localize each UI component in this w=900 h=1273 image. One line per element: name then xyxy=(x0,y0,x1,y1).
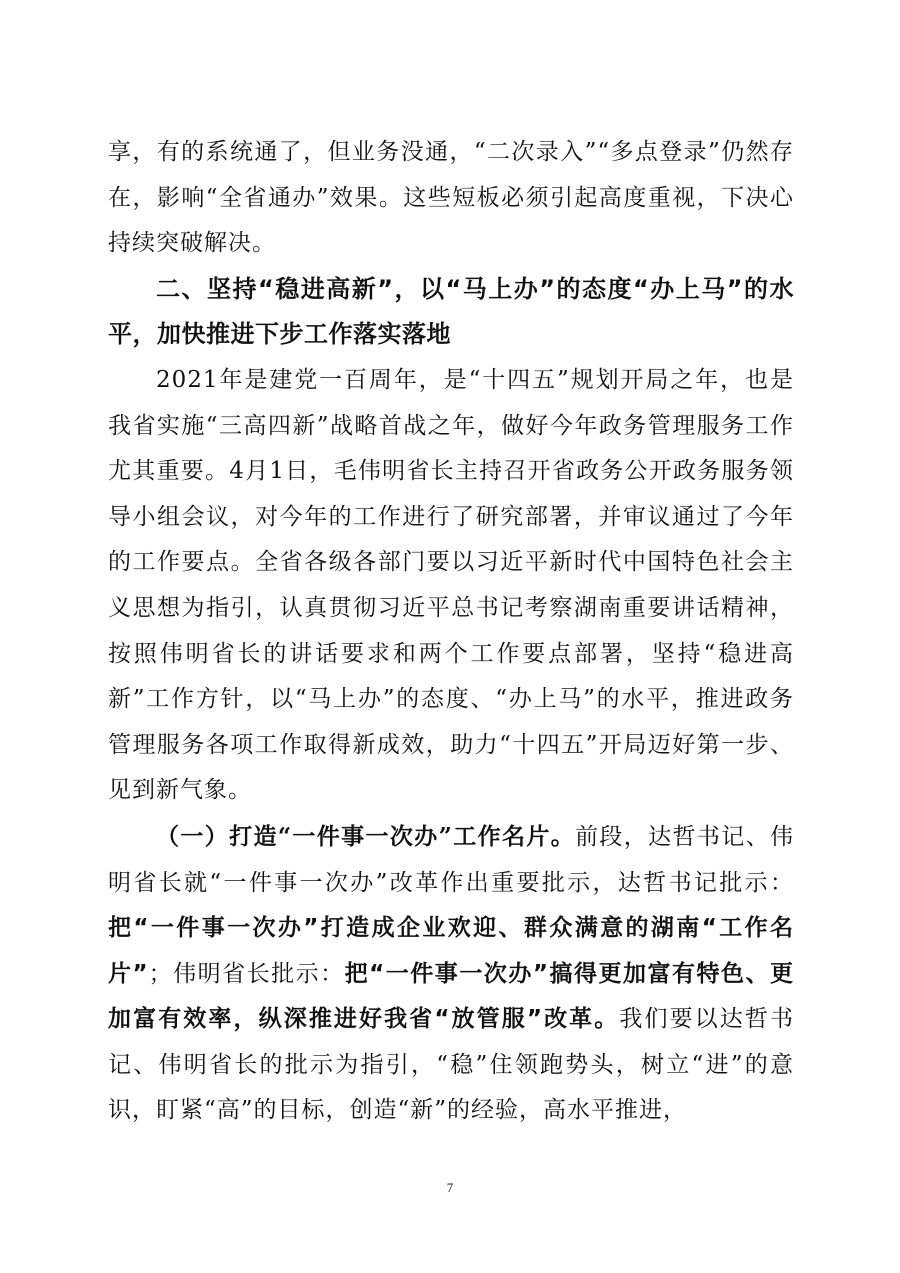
paragraph-subsection-one xyxy=(108,814,794,1134)
text-run: 前段，达哲书记、伟明省长就“一件事一次办”改革作出重要批示，达哲书记批示： xyxy=(108,823,794,896)
emphasis-run: 把“一件事一次办”打造成企业欢迎、群众满意的湖南“工作名片” xyxy=(108,915,794,987)
section-heading: 二、坚持“稳进高新”，以“马上办”的态度“办上马”的水平，加快推进下步工作落实落地 xyxy=(108,274,794,349)
paragraph-continuation: 享，有的系统通了，但业务没通，“二次录入”“多点登录”仍然存在，影响“全省通办”效果。这些短板必须引起高度重视，下决心持续突破解决。 xyxy=(108,139,794,257)
emphasis-run: 把“一件事一次办”搞得更加富有特色、更加富有效率，纵深推进好我省“放管服”改革。 xyxy=(108,960,794,1033)
subsection-heading: （一）打造“一件事一次办”工作名片。 xyxy=(156,822,576,850)
text-run: 我们要以达哲书记、伟明省长的批示为指引，“稳”住领跑势头，树立“进”的意识，盯紧“高”的目标，创造“新”的经验，高水平推进， xyxy=(108,1006,795,1124)
document-body xyxy=(108,130,794,1134)
page-number: 7 xyxy=(446,1180,454,1195)
paragraph-overview: 2021年是建党一百周年，是“十四五”规划开局之年，也是我省实施“三高四新”战略首战之年，做好今年政务管理服务工作尤其重要。4月1日，毛伟明省长主持召开省政务公开政务服务领导小组会议，对今年的工作进行了研究部署，并审议通过了今年的工作要点。全省各级各部门要以习近平新时代中国特色社会主义思想为指引，认真贯彻习近平总书记考察湖南重要讲话精神，按照伟明省长的讲话要求和两个工作要点部署，坚持“稳进高新”工作方针，以“马上办”的态度、“办上马”的水平，推进政务管理服务各项工作取得新成效，助力“十四五”开局迈好第一步、见到新气象。 xyxy=(108,366,794,804)
text-run: ；伟明省长批示： xyxy=(148,960,345,987)
